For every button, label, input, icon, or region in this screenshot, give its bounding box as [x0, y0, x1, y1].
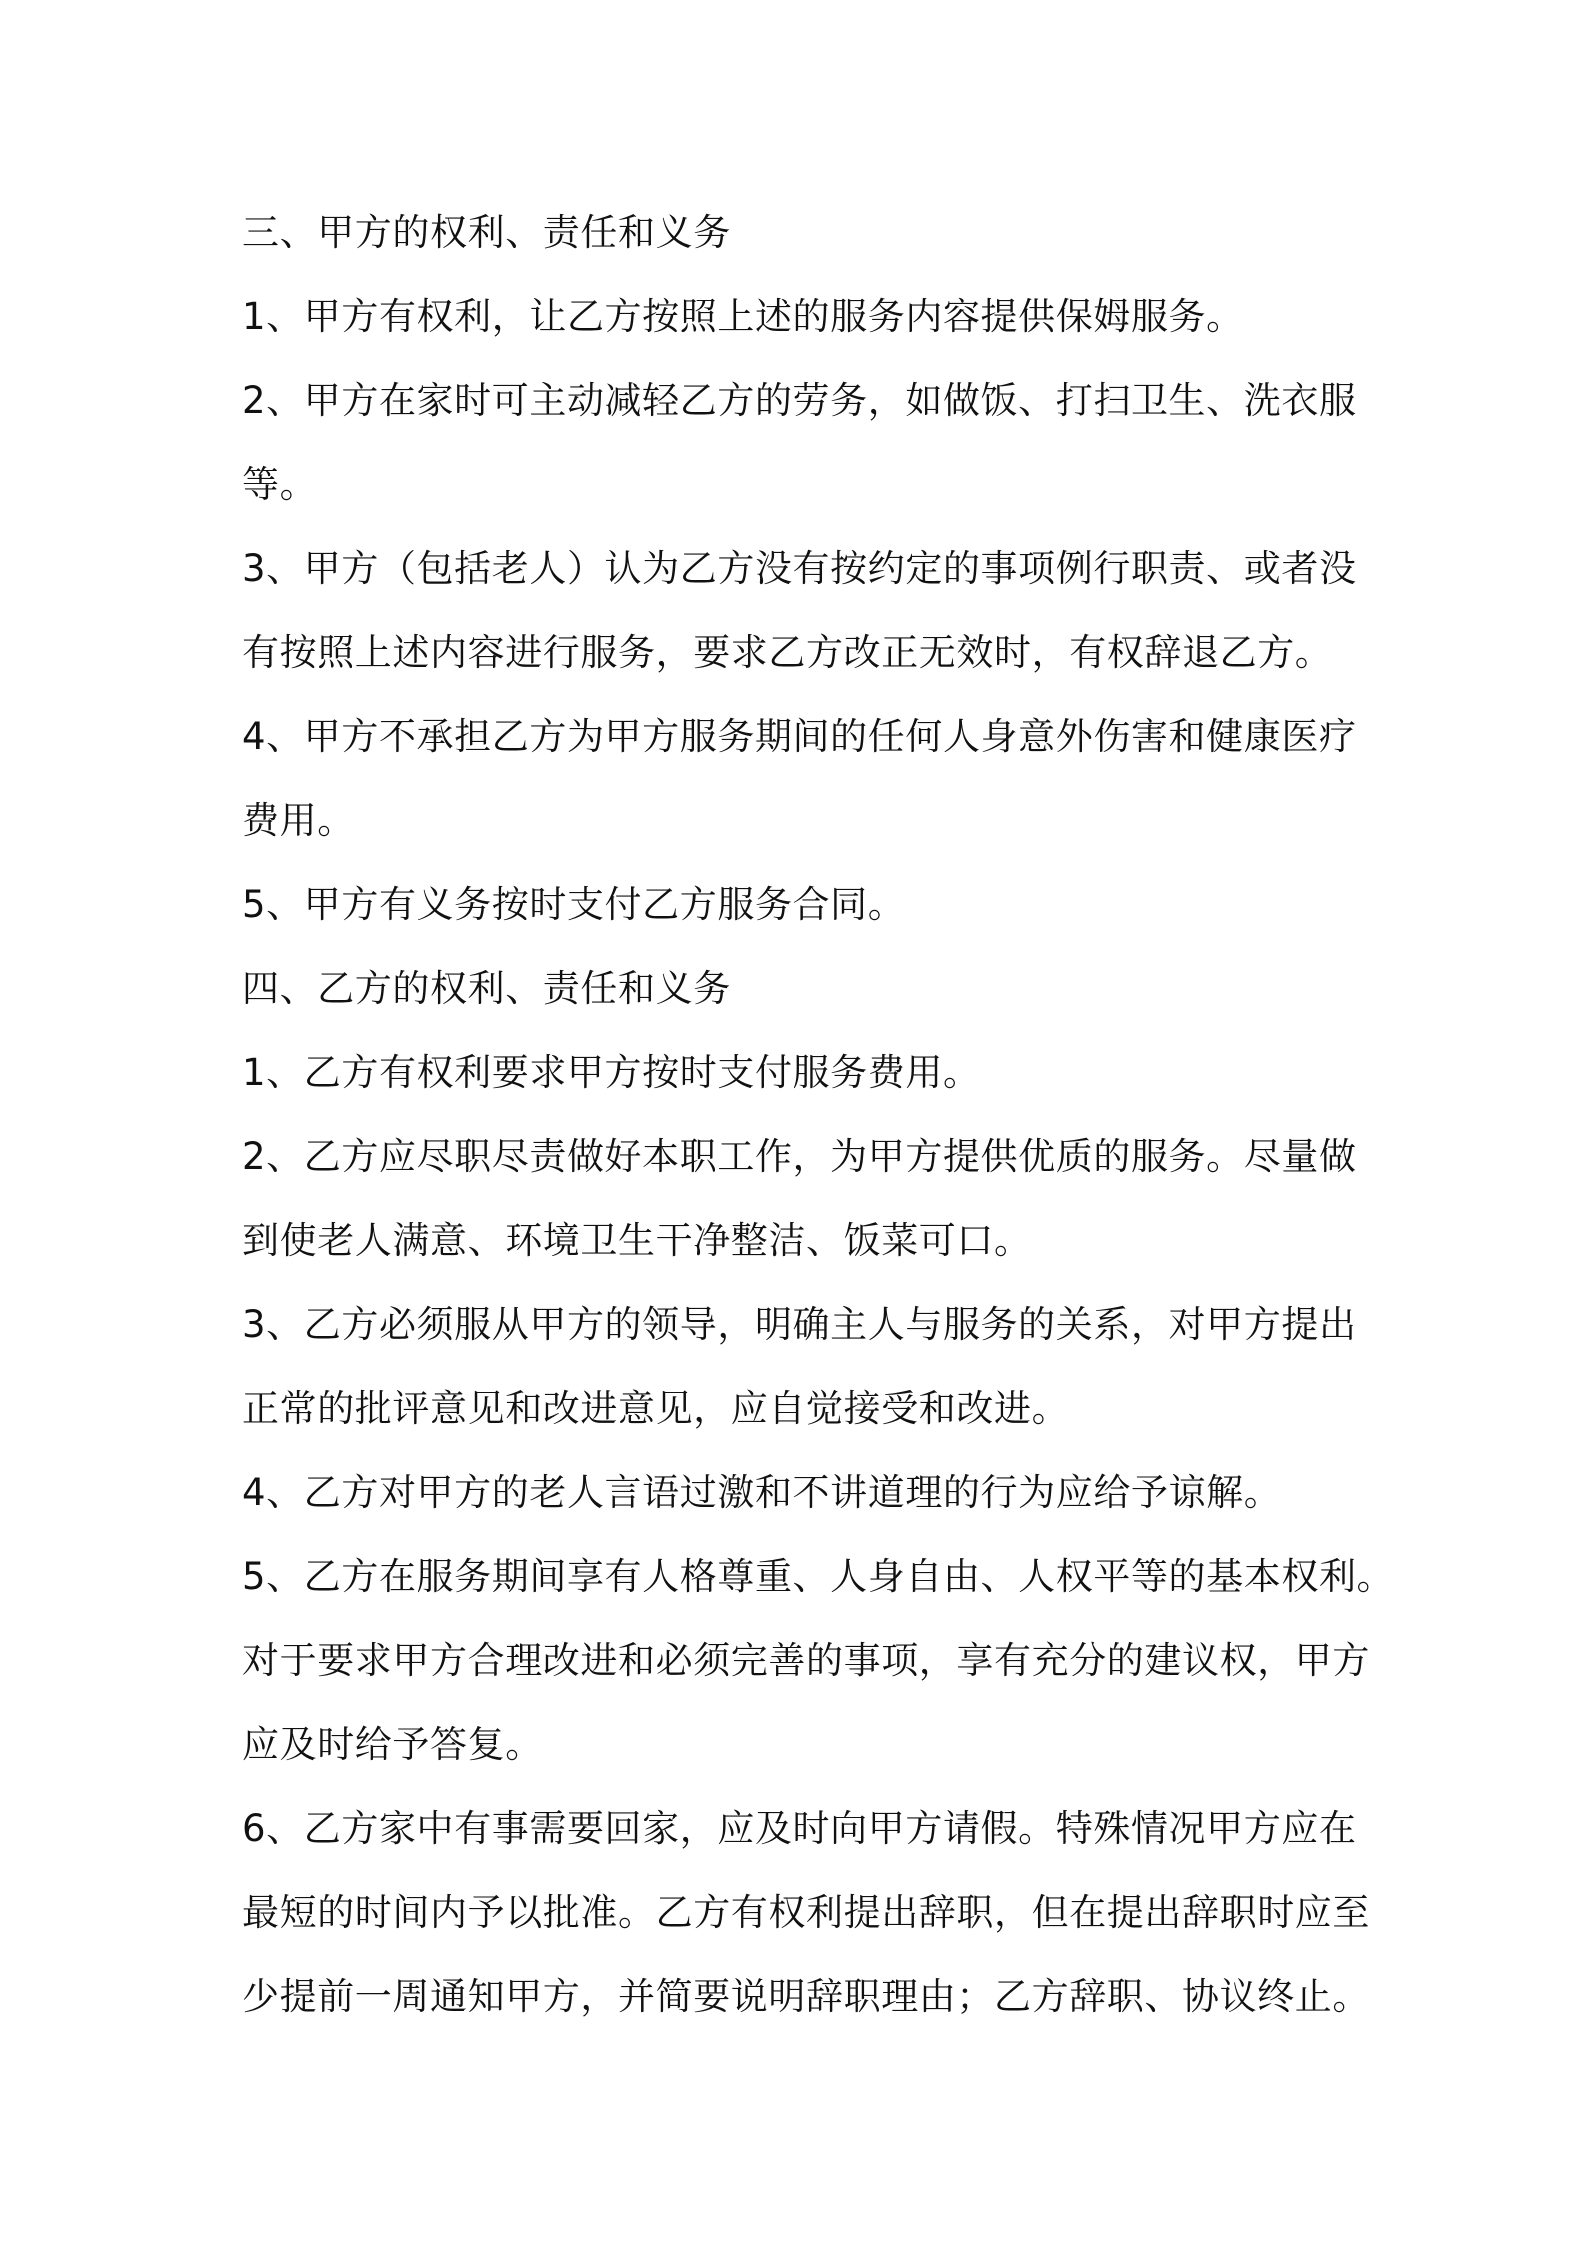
paragraph-line: 1、甲方有权利，让乙方按照上述的服务内容提供保姆服务。	[242, 295, 1244, 338]
paragraph-line: 5、乙方在服务期间享有人格尊重、人身自由、人权平等的基本权利。	[242, 1555, 1395, 1598]
paragraph-line: 到使老人满意、环境卫生干净整洁、饭菜可口。	[242, 1219, 1032, 1262]
paragraph-line: 对于要求甲方合理改进和必须完善的事项，享有充分的建议权，甲方	[242, 1639, 1370, 1682]
paragraph-line: 6、乙方家中有事需要回家，应及时向甲方请假。特殊情况甲方应在	[242, 1807, 1357, 1850]
paragraph-line: 4、乙方对甲方的老人言语过激和不讲道理的行为应给予谅解。	[242, 1471, 1282, 1514]
paragraph-line: 正常的批评意见和改进意见，应自觉接受和改进。	[242, 1387, 1070, 1430]
paragraph-line: 少提前一周通知甲方，并简要说明辞职理由；乙方辞职、协议终止。	[242, 1975, 1370, 2018]
paragraph-line: 应及时给予答复。	[242, 1723, 543, 1766]
paragraph-line: 等。	[242, 463, 318, 506]
paragraph-line: 费用。	[242, 799, 355, 842]
paragraph-line: 2、乙方应尽职尽责做好本职工作，为甲方提供优质的服务。尽量做	[242, 1135, 1357, 1178]
paragraph-line: 2、甲方在家时可主动减轻乙方的劳务，如做饭、打扫卫生、洗衣服	[242, 379, 1357, 422]
paragraph-line: 有按照上述内容进行服务，要求乙方改正无效时，有权辞退乙方。	[242, 631, 1333, 674]
section-heading-party-a: 三、甲方的权利、责任和义务	[242, 211, 731, 254]
paragraph-line: 1、乙方有权利要求甲方按时支付服务费用。	[242, 1051, 981, 1094]
paragraph-line: 3、乙方必须服从甲方的领导，明确主人与服务的关系，对甲方提出	[242, 1303, 1357, 1346]
paragraph-line: 3、甲方（包括老人）认为乙方没有按约定的事项例行职责、或者没	[242, 547, 1357, 590]
paragraph-line: 5、甲方有义务按时支付乙方服务合同。	[242, 883, 906, 926]
paragraph-line: 最短的时间内予以批准。乙方有权利提出辞职，但在提出辞职时应至	[242, 1891, 1370, 1934]
document-body	[242, 191, 1395, 2039]
paragraph-line: 4、甲方不承担乙方为甲方服务期间的任何人身意外伤害和健康医疗	[242, 715, 1357, 758]
section-heading-party-b: 四、乙方的权利、责任和义务	[242, 967, 731, 1010]
